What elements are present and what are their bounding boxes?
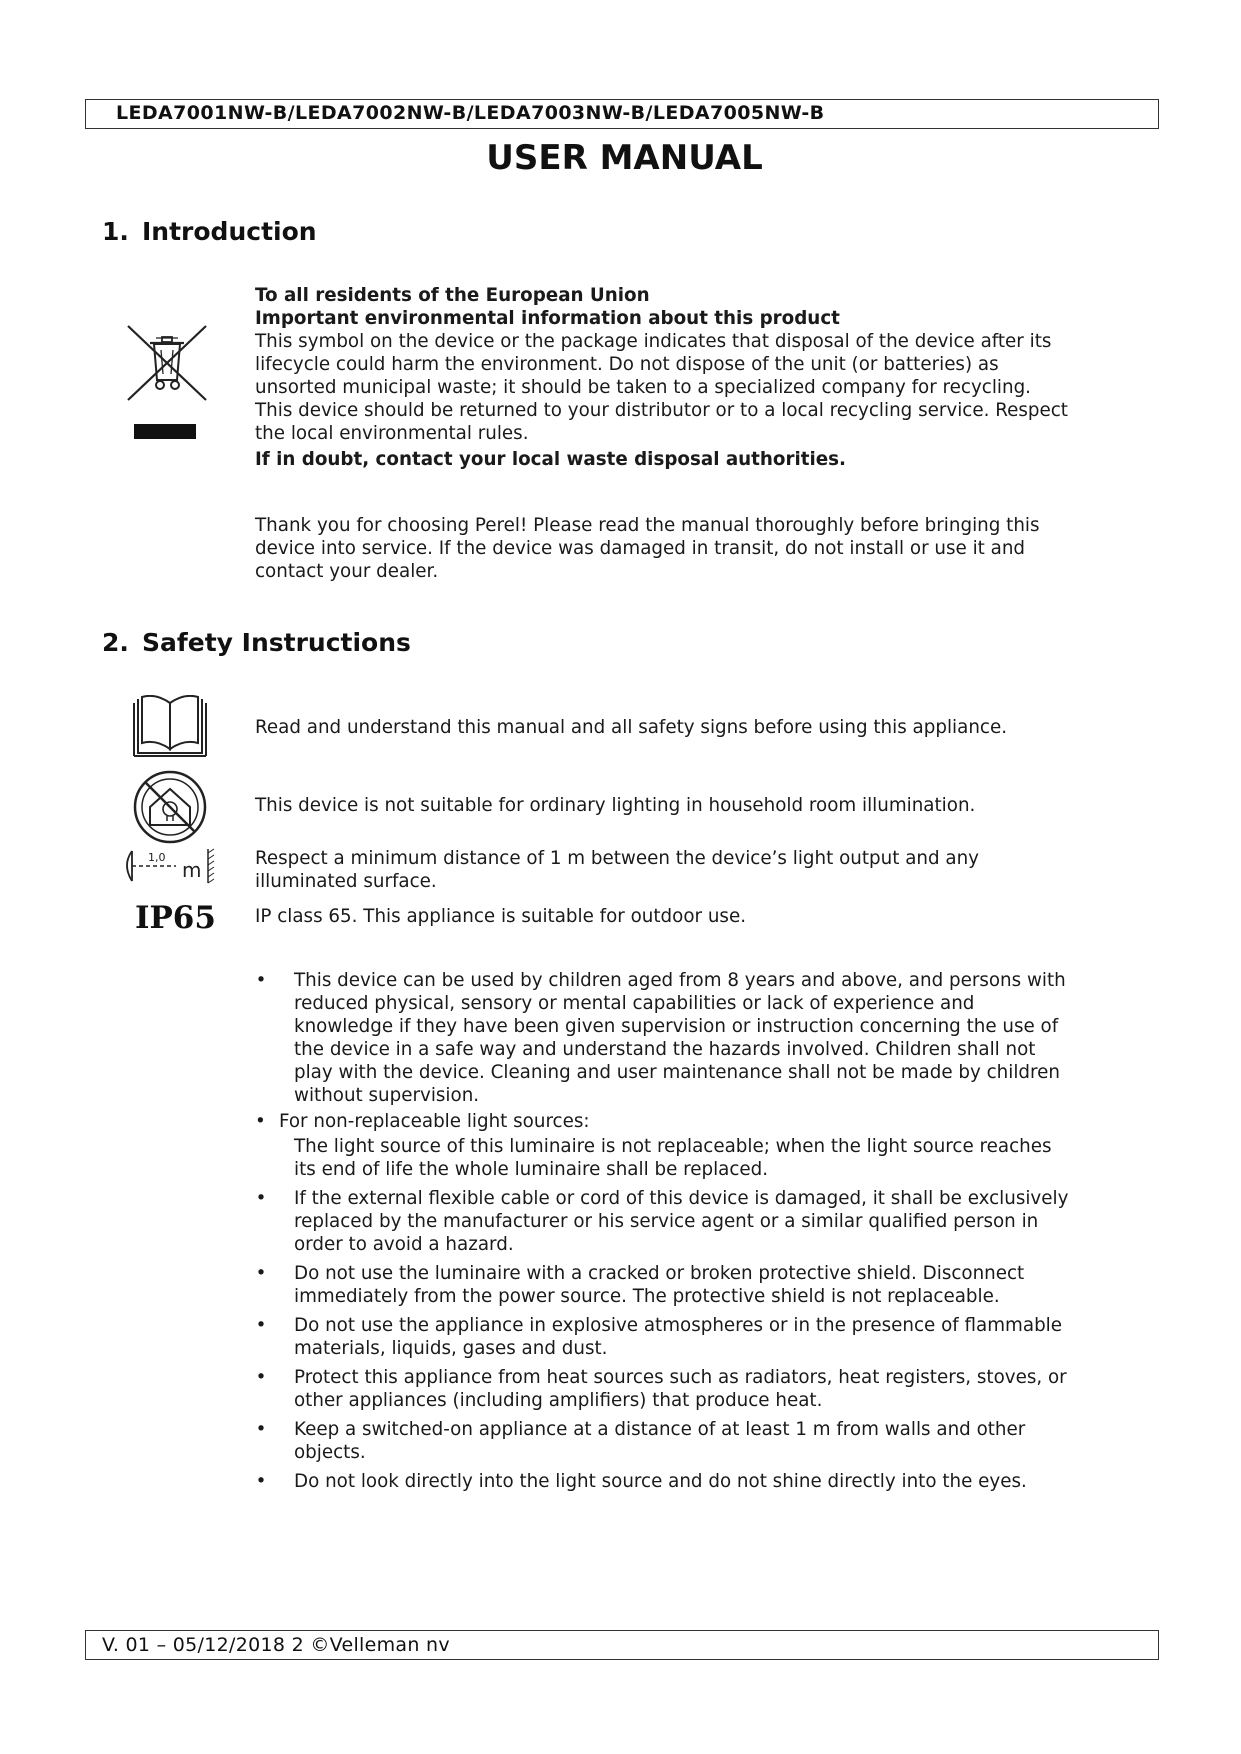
bullet-line: If the external flexible cable or cord of this device is damaged, it shall be exclusively: [294, 1188, 1069, 1209]
bullet-icon: •: [255, 1471, 267, 1492]
section-title: Introduction: [142, 217, 317, 246]
list-item: [255, 1110, 1135, 1133]
bullet-icon: •: [255, 970, 267, 991]
env-line: the local environmental rules.: [255, 423, 529, 444]
ip65-rating-label: IP65: [135, 900, 216, 936]
list-item: [255, 1470, 1135, 1493]
bullet-line: immediately from the power source. The protective shield is not replaceable.: [294, 1286, 1000, 1307]
distance-icon-unit: m: [182, 858, 202, 882]
bullet-icon: •: [255, 1188, 267, 1209]
distance-line: Respect a minimum distance of 1 m between the device’s light output and any: [255, 848, 980, 869]
bullet-icon: •: [255, 1315, 267, 1336]
thanks-line: contact your dealer.: [255, 561, 439, 582]
bullet-line: Do not use the appliance in explosive atmospheres or in the presence of flammable: [294, 1315, 1062, 1336]
list-item: [255, 969, 1135, 1107]
page-footer: [85, 1630, 1159, 1660]
page-title: USER MANUAL: [486, 138, 763, 178]
bullet-icon: •: [255, 1419, 267, 1440]
footer-version-text: V. 01 – 05/12/2018 2 ©Velleman nv: [102, 1634, 450, 1656]
env-line: lifecycle could harm the environment. Do not dispose of the unit (or batteries) as: [255, 354, 999, 375]
bullet-line: other appliances (including amplifiers) that produce heat.: [294, 1390, 823, 1411]
read-manual-text: Read and understand this manual and all safety signs before using this appliance.: [255, 717, 1008, 738]
model-numbers: LEDA7001NW-B/LEDA7002NW-B/LEDA7003NW-B/LEDA7005NW-B: [116, 102, 825, 124]
bullet-line: without supervision.: [294, 1085, 480, 1106]
weee-crossed-bin-icon: [126, 324, 208, 442]
page-header: [85, 99, 1159, 129]
distance-text: [255, 847, 1135, 893]
read-manual-book-icon: [132, 695, 208, 757]
doubt-notice: If in doubt, contact your local waste disposal authorities.: [255, 449, 846, 470]
section-number: 1.: [102, 217, 129, 246]
bullet-line: reduced physical, sensory or mental capabilities or lack of experience and: [294, 993, 975, 1014]
list-item: [255, 1187, 1135, 1256]
list-item: [255, 1366, 1135, 1412]
no-household-lighting-icon: [132, 769, 208, 845]
section-heading-introduction: [102, 217, 317, 246]
eu-residents-title: To all residents of the European Union: [255, 285, 650, 306]
thank-you-paragraph: [255, 514, 1135, 583]
bullet-line: Do not look directly into the light source and do not shine directly into the eyes.: [294, 1471, 1027, 1492]
not-household-text: This device is not suitable for ordinary lighting in household room illumination.: [255, 795, 976, 816]
list-item-continuation: [255, 1135, 1135, 1181]
bullet-line: materials, liquids, gases and dust.: [294, 1338, 608, 1359]
bullet-line: Do not use the luminaire with a cracked or broken protective shield. Disconnect: [294, 1263, 1025, 1284]
thanks-line: device into service. If the device was damaged in transit, do not install or use it and: [255, 538, 1026, 559]
list-item: [255, 1262, 1135, 1308]
bullet-line: The light source of this luminaire is not replaceable; when the light source reaches: [294, 1136, 1052, 1157]
distance-line: illuminated surface.: [255, 871, 437, 892]
bullet-icon: •: [255, 1263, 267, 1284]
list-item: [255, 1314, 1135, 1360]
section-number: 2.: [102, 628, 129, 657]
section-heading-safety: [102, 628, 411, 657]
thanks-line: Thank you for choosing Perel! Please read the manual thoroughly before bringing this: [255, 515, 1040, 536]
env-info-title: Important environmental information about this product: [255, 308, 840, 329]
bullet-line: order to avoid a hazard.: [294, 1234, 514, 1255]
env-line: This symbol on the device or the package indicates that disposal of the device after its: [255, 331, 1052, 352]
bullet-line: the device in a safe way and understand the hazards involved. Children shall not: [294, 1039, 1036, 1060]
list-item: [255, 1418, 1135, 1464]
env-line: unsorted municipal waste; it should be taken to a specialized company for recycling.: [255, 377, 1031, 398]
bullet-line: Protect this appliance from heat sources such as radiators, heat registers, stoves, or: [294, 1367, 1067, 1388]
bullet-line: replaced by the manufacturer or his service agent or a similar qualified person in: [294, 1211, 1039, 1232]
section-title: Safety Instructions: [142, 628, 411, 657]
minimum-distance-icon: [118, 847, 218, 885]
bullet-line: play with the device. Cleaning and user maintenance shall not be made by children: [294, 1062, 1060, 1083]
bullet-icon: •: [255, 1367, 267, 1388]
bullet-line: knowledge if they have been given supervision or instruction concerning the use of: [294, 1016, 1059, 1037]
bullet-line: objects.: [294, 1442, 366, 1463]
env-line: This device should be returned to your distributor or to a local recycling service. Respect: [255, 400, 1068, 421]
ip-class-text: IP class 65. This appliance is suitable for outdoor use.: [255, 906, 747, 927]
bullet-line: Keep a switched-on appliance at a distance of at least 1 m from walls and other: [294, 1419, 1026, 1440]
environment-info: [255, 284, 1135, 471]
bullet-icon: •: [255, 1111, 266, 1132]
bullet-line: For non-replaceable light sources:: [279, 1111, 590, 1132]
distance-icon-value: 1,0: [148, 851, 166, 864]
bullet-line: its end of life the whole luminaire shall be replaced.: [294, 1159, 769, 1180]
bullet-line: This device can be used by children aged from 8 years and above, and persons with: [294, 970, 1066, 991]
safety-bullet-list: [255, 969, 1135, 1499]
